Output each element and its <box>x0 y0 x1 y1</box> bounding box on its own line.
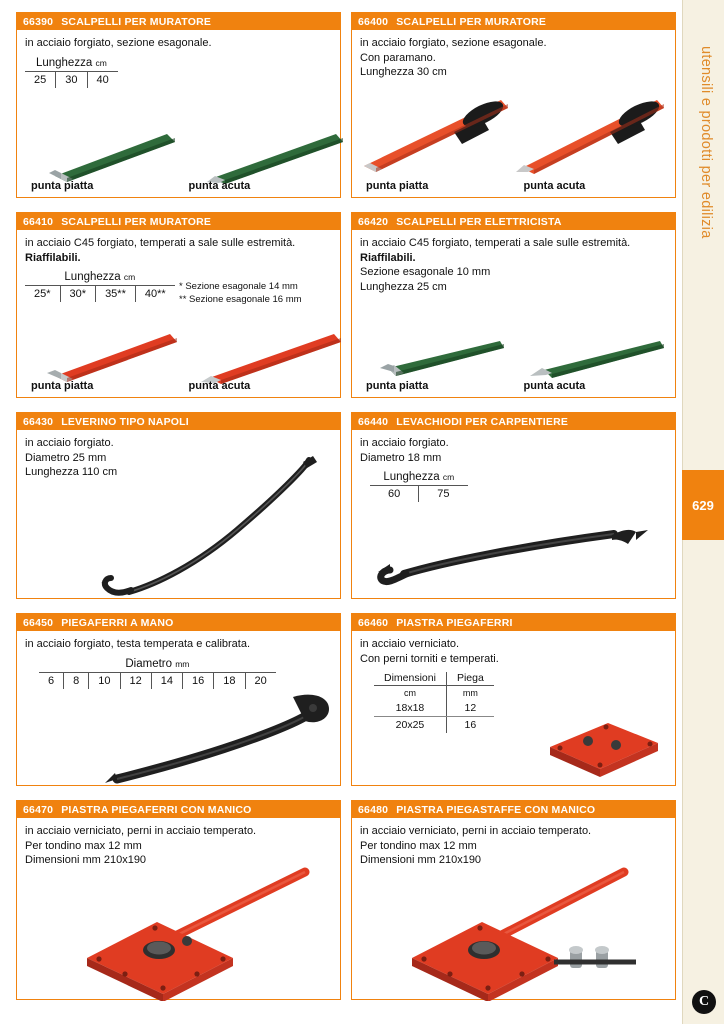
product-description: in acciaio C45 forgiato, temperati a sale sulle estremità. <box>360 237 631 249</box>
measurement-unit: cm <box>95 57 107 68</box>
product-code: 66420 <box>358 215 389 228</box>
electrician-chisel-flat-illustration <box>362 328 512 384</box>
product-description-bold: Riaffilabili. <box>25 251 81 264</box>
product-description-line1: in acciaio verniciato, perni in acciaio temperato. <box>25 825 257 837</box>
product-body <box>352 30 675 197</box>
product-code: 66460 <box>358 616 389 629</box>
table-header-row <box>374 672 494 686</box>
table-row <box>374 700 494 717</box>
caption-point: punta acuta <box>523 380 586 392</box>
measurement-values <box>39 673 276 689</box>
hand-rebar-bender-illustration <box>77 693 337 785</box>
caption-flat: punta piatta <box>366 180 429 192</box>
chisel-point-red-illustration <box>191 326 346 388</box>
caption-flat: punta piatta <box>31 380 94 392</box>
product-card-66390 <box>16 12 341 198</box>
measurement-table <box>39 658 276 689</box>
product-card-66410 <box>16 212 341 398</box>
product-code: 66410 <box>23 215 54 228</box>
unit-mm: mm <box>446 686 493 701</box>
product-title: SCALPELLI PER MURATORE <box>61 215 212 228</box>
stirrup-bender-with-handle-illustration <box>374 866 664 1001</box>
product-header <box>17 13 340 30</box>
measurement-label-text: Diametro <box>125 657 173 670</box>
product-body <box>17 430 340 598</box>
measurement-value: 75 <box>437 488 450 501</box>
measurement-label <box>25 271 175 286</box>
measurement-value: 40 <box>96 73 109 86</box>
measurement-label <box>370 471 468 486</box>
product-header <box>17 213 340 230</box>
crowbar-napoli-illustration <box>77 452 327 602</box>
product-header <box>17 614 340 631</box>
product-body <box>352 631 675 785</box>
product-description: in acciaio C45 forgiato, temperati a sale sulle estremità. <box>25 237 296 249</box>
caption-point: punta acuta <box>188 180 251 192</box>
product-title: SCALPELLI PER ELETTRICISTA <box>396 215 562 228</box>
product-header <box>352 614 675 631</box>
cell-piega: 12 <box>446 700 493 717</box>
product-card-66440 <box>351 412 676 599</box>
product-body <box>352 430 675 598</box>
nail-puller-illustration <box>364 518 664 598</box>
electrician-chisel-point-illustration <box>522 328 672 384</box>
measurement-value: 30 <box>56 72 87 88</box>
measurement-value: 12 <box>121 673 152 689</box>
chisel-flat-green-illustration <box>27 126 177 186</box>
measurement-value: 35** <box>96 286 136 302</box>
product-description-line1: in acciaio forgiato, sezione esagonale. <box>360 37 547 49</box>
product-title: PIASTRA PIEGAFERRI CON MANICO <box>61 803 252 816</box>
product-description: in acciaio forgiato, sezione esagonale. <box>25 37 212 49</box>
product-title: PIASTRA PIEGAFERRI <box>396 616 513 629</box>
product-description-line2: Diametro 18 mm <box>360 451 442 464</box>
product-body <box>17 631 340 785</box>
measurement-unit: cm <box>123 272 136 283</box>
table-row <box>374 717 494 734</box>
chisel-point-green-illustration <box>195 126 345 186</box>
measurement-label <box>39 658 276 673</box>
product-code: 66470 <box>23 803 54 816</box>
product-card-66480 <box>351 800 676 1000</box>
unit-cm: cm <box>403 688 416 699</box>
product-card-66460 <box>351 613 676 786</box>
product-title: SCALPELLI PER MURATORE <box>61 15 212 28</box>
product-title: LEVERINO TIPO NAPOLI <box>61 415 189 428</box>
measurement-values <box>25 72 118 88</box>
product-title: PIASTRA PIEGASTAFFE CON MANICO <box>396 803 596 816</box>
measurement-table <box>370 471 468 502</box>
product-code: 66430 <box>23 415 54 428</box>
product-description-line2: Con paramano. <box>360 51 436 64</box>
product-card-66430 <box>16 412 341 599</box>
measurement-label-text: Lunghezza <box>383 471 440 484</box>
product-grid <box>16 12 676 1000</box>
product-description-line4: Lunghezza 25 cm <box>360 280 447 293</box>
product-description-line3: Lunghezza 30 cm <box>360 66 447 79</box>
measurement-value: 40** <box>144 288 166 301</box>
product-header <box>352 213 675 230</box>
product-description-line1: in acciaio forgiato. <box>25 437 114 449</box>
product-body <box>17 230 340 397</box>
product-code: 66390 <box>23 15 54 28</box>
page-number-tab: 629 <box>682 470 724 540</box>
product-card-66450 <box>16 613 341 786</box>
measurement-table <box>25 271 175 302</box>
product-code: 66480 <box>358 803 389 816</box>
measurement-label-text: Lunghezza <box>64 271 121 284</box>
product-captions <box>352 180 675 192</box>
product-card-66420 <box>351 212 676 398</box>
product-body <box>17 818 340 999</box>
product-card-66470 <box>16 800 341 1000</box>
product-description-line2: Con perni torniti e temperati. <box>360 652 499 665</box>
product-title: SCALPELLI PER MURATORE <box>396 15 547 28</box>
cell-piega: 16 <box>446 717 493 734</box>
bending-plate-illustration <box>530 703 670 789</box>
product-captions <box>17 380 340 392</box>
measurement-value: 6 <box>39 673 64 689</box>
col-dimensioni: Dimensioni <box>374 672 446 686</box>
product-code: 66400 <box>358 15 389 28</box>
product-description-line3: Sezione esagonale 10 mm <box>360 266 491 279</box>
side-strip <box>682 0 724 1024</box>
chisel-flat-red-illustration <box>25 326 185 388</box>
cell-dimensione: 18x18 <box>374 700 446 717</box>
product-body <box>352 230 675 397</box>
product-captions <box>352 380 675 392</box>
product-description-line1: in acciaio verniciato. <box>360 638 460 650</box>
product-title: PIEGAFERRI A MANO <box>61 616 174 629</box>
footnote-1: * Sezione esagonale 14 mm <box>179 281 298 292</box>
product-code: 66440 <box>358 415 389 428</box>
caption-point: punta acuta <box>188 380 251 392</box>
product-description-line2: Per tondino max 12 mm <box>25 839 142 852</box>
measurement-value: 25* <box>25 286 61 302</box>
product-captions <box>17 180 340 192</box>
product-description-line3: Lunghezza 110 cm <box>25 466 118 479</box>
table-unit-row <box>374 686 494 701</box>
measurement-label <box>25 57 118 72</box>
product-description-line1: in acciaio verniciato, perni in acciaio temperato. <box>360 825 592 837</box>
measurement-value: 16 <box>183 673 214 689</box>
product-description-line3: Dimensioni mm 210x190 <box>360 854 482 867</box>
measurement-values <box>370 486 468 502</box>
product-header <box>352 801 675 818</box>
measurement-value: 30* <box>61 286 97 302</box>
chisel-point-guard-illustration <box>514 92 674 180</box>
measurement-value: 14 <box>152 673 183 689</box>
measurement-value: 10 <box>89 673 120 689</box>
product-body <box>17 30 340 197</box>
measurement-label-text: Lunghezza <box>35 56 93 69</box>
product-body <box>352 818 675 999</box>
product-description-line2: Diametro 25 mm <box>25 451 107 464</box>
product-description: in acciaio forgiato, testa temperata e calibrata. <box>25 638 251 650</box>
measurement-table <box>25 57 118 88</box>
measurement-value: 60 <box>370 486 419 502</box>
measurement-value: 8 <box>64 673 89 689</box>
side-strip-label: utensili e prodotti per edilizia <box>698 46 714 239</box>
measurement-value: 25 <box>25 72 56 88</box>
dimension-table <box>374 672 494 733</box>
product-description-line3: Dimensioni mm 210x190 <box>25 854 147 867</box>
caption-flat: punta piatta <box>31 180 94 192</box>
measurement-unit: cm <box>442 472 455 483</box>
footnote-2: ** Sezione esagonale 16 mm <box>179 294 302 305</box>
plate-bender-with-handle-illustration <box>47 866 327 1001</box>
cell-dimensione: 20x25 <box>395 719 425 732</box>
col-piega: Piega <box>446 672 493 686</box>
product-header <box>17 413 340 430</box>
chisel-flat-guard-illustration <box>358 92 518 180</box>
measurement-value: 20 <box>254 674 267 687</box>
product-header <box>352 13 675 30</box>
product-description-bold: Riaffilabili. <box>360 251 416 264</box>
product-code: 66450 <box>23 616 54 629</box>
publisher-logo: C <box>692 990 716 1014</box>
product-header <box>17 801 340 818</box>
measurement-values <box>25 286 175 302</box>
product-description-line1: in acciaio forgiato. <box>360 437 449 449</box>
measurement-value: 18 <box>214 673 245 689</box>
caption-flat: punta piatta <box>366 380 429 392</box>
product-header <box>352 413 675 430</box>
product-card-66400 <box>351 12 676 198</box>
product-description-line2: Per tondino max 12 mm <box>360 839 477 852</box>
caption-point: punta acuta <box>523 180 586 192</box>
product-title: LEVACHIODI PER CARPENTIERE <box>396 415 569 428</box>
measurement-unit: mm <box>175 658 190 669</box>
